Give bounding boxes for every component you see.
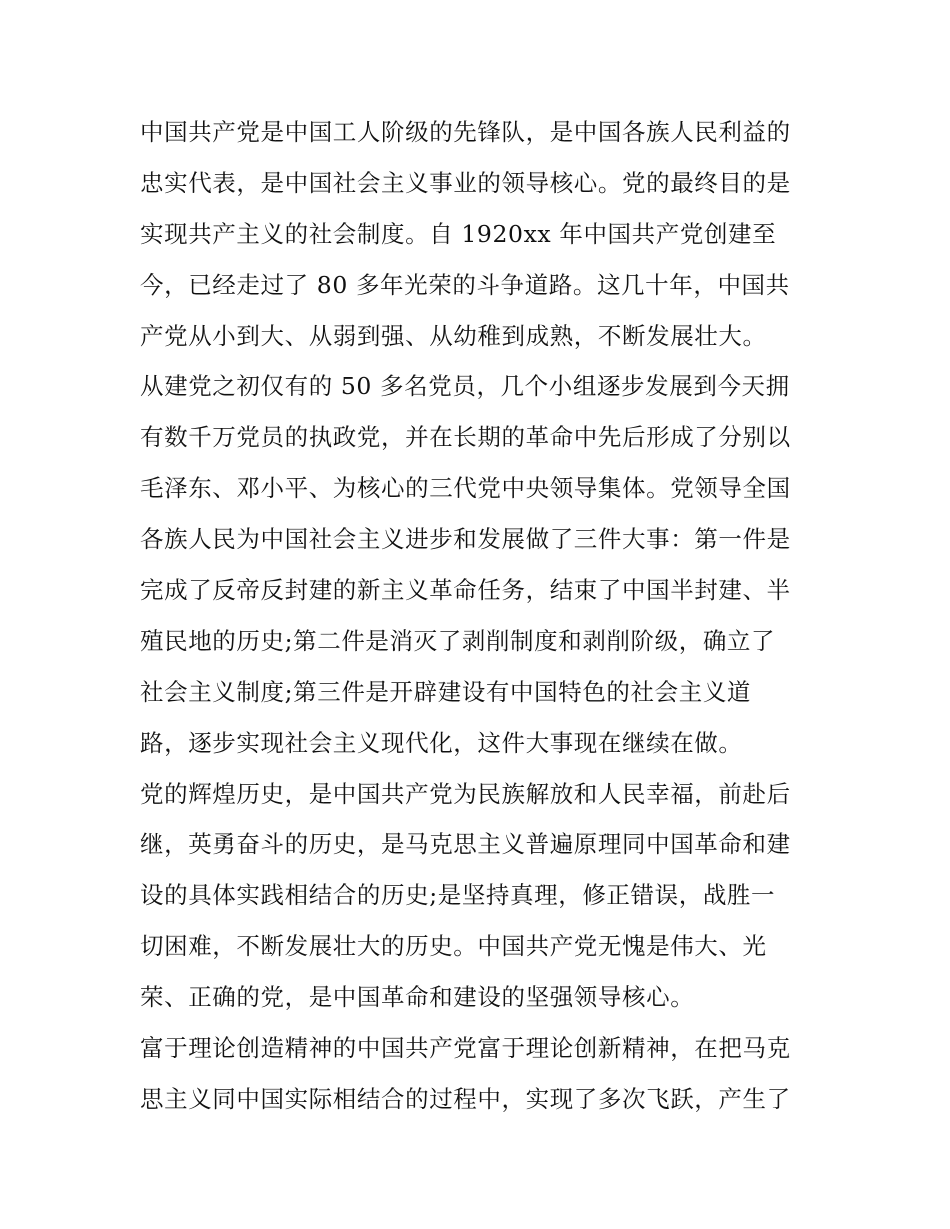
text-line-7: 有数千万党员的执政党，并在长期的革命中先后形成了分别以 [140,423,791,452]
text-line-8: 毛泽东、邓小平、为核心的三代党中央领导集体。党领导全国 [140,474,791,503]
text-line-11: 殖民地的历史;第二件是消灭了剥削制度和剥削阶级，确立了 [140,626,776,655]
text-line-15: 继，英勇奋斗的历史，是马克思主义普遍原理同中国革命和建 [140,830,791,859]
text-line-18: 荣、正确的党，是中国革命和建设的坚强领导核心。 [140,983,695,1012]
text-line-9: 各族人民为中国社会主义进步和发展做了三件大事：第一件是 [140,525,791,554]
text-line-1: 中国共产党是中国工人阶级的先锋队，是中国各族人民利益的 [140,118,791,146]
text-line-5: 产党从小到大、从弱到强、从幼稚到成熟，不断发展壮大。 [140,321,767,350]
text-line-10: 完成了反帝反封建的新主义革命任务，结束了中国半封建、半 [140,576,791,605]
text-line-12: 社会主义制度;第三件是开辟建设有中国特色的社会主义道 [140,677,752,706]
text-line-2: 忠实代表，是中国社会主义事业的领导核心。党的最终目的是 [140,168,791,197]
text-line-6: 从建党之初仅有的 50 多名党员，几个小组逐步发展到今天拥 [140,372,790,401]
document-body [140,107,820,1125]
text-line-13: 路，逐步实现社会主义现代化，这件大事现在继续在做。 [140,728,743,757]
text-line-16: 设的具体实践相结合的历史;是坚持真理，修正错误，战胜一 [140,881,776,910]
text-line-14: 党的辉煌历史，是中国共产党为民族解放和人民幸福，前赴后 [140,779,791,808]
text-line-4: 今，已经走过了 80 多年光荣的斗争道路。这几十年，中国共 [140,270,790,299]
text-line-17: 切困难，不断发展壮大的历史。中国共产党无愧是伟大、光 [140,932,767,961]
text-line-20: 思主义同中国实际相结合的过程中，实现了多次飞跃，产生了 [140,1084,791,1113]
text-line-19: 富于理论创造精神的中国共产党富于理论创新精神，在把马克 [140,1034,791,1063]
text-line-3: 实现共产主义的社会制度。自 1920xx 年中国共产党创建至 [140,219,777,248]
